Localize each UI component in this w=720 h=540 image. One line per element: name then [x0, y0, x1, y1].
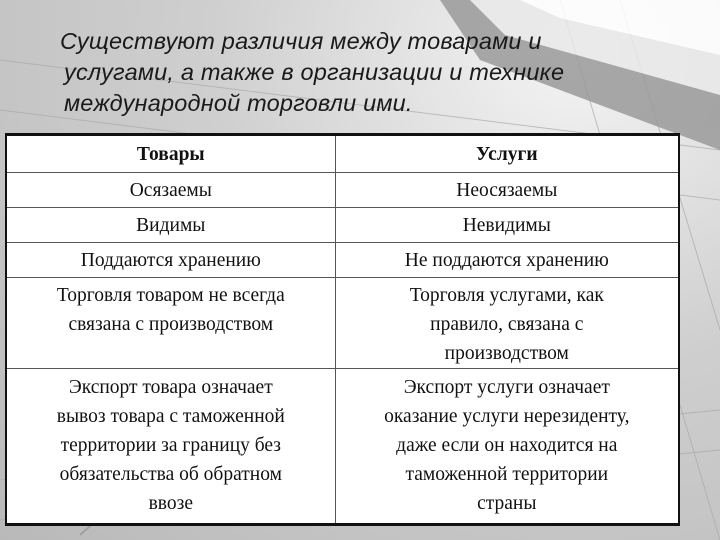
- cell-line: даже если он находится на: [396, 435, 618, 456]
- services-cell: [335, 208, 679, 243]
- column-header-goods: Товары: [6, 135, 335, 173]
- heading-line-2: услугами, а также в организации и технике: [64, 59, 565, 85]
- services-cell: [335, 369, 679, 525]
- table-row: [6, 173, 679, 208]
- goods-cell: [6, 173, 335, 208]
- cell-line: территории за границу без: [60, 435, 282, 456]
- column-header-services: Услуги: [475, 143, 538, 165]
- cell-line: Торговля товаром не всегда: [56, 285, 285, 306]
- cell-line: Поддаются хранению: [80, 249, 261, 271]
- table-row: [6, 243, 679, 278]
- goods-cell: [6, 243, 335, 278]
- goods-cell: [6, 369, 335, 525]
- cell-line: Неосязаемы: [456, 179, 558, 201]
- cell-line: таможенной территории: [405, 464, 609, 485]
- cell-line: обязательства об обратном: [59, 464, 282, 485]
- table-row: [6, 369, 679, 525]
- heading-line-3: международной торговли ими.: [64, 90, 413, 116]
- cell-line: Экспорт услуги означает: [403, 377, 610, 398]
- table-header-row: [6, 135, 679, 173]
- cell-line: связана с производством: [68, 314, 274, 335]
- slide-heading: [60, 26, 700, 119]
- goods-cell: [6, 278, 335, 369]
- cell-line: правило, связана с: [430, 314, 584, 335]
- cell-line: Невидимы: [462, 214, 551, 236]
- cell-line: Экспорт товара означает: [68, 377, 273, 398]
- goods-vs-services-table: [5, 133, 680, 526]
- services-cell: [335, 243, 679, 278]
- services-cell: [335, 173, 679, 208]
- heading-line-1: Существуют различия между товарами и: [60, 28, 542, 54]
- services-cell: [335, 278, 679, 369]
- cell-line: оказание услуги нерезиденту,: [384, 406, 630, 427]
- table-row: [6, 278, 679, 369]
- cell-line: Видимы: [136, 214, 206, 236]
- cell-line: страны: [477, 493, 537, 514]
- cell-line: Осязаемы: [129, 179, 212, 201]
- table-row: [6, 208, 679, 243]
- cell-line: вывоз товара с таможенной: [56, 406, 285, 427]
- cell-line: Торговля услугами, как: [409, 285, 604, 306]
- cell-line: производством: [444, 343, 569, 364]
- cell-line: ввозе: [148, 493, 193, 514]
- cell-line: Не поддаются хранению: [404, 249, 609, 271]
- goods-cell: [6, 208, 335, 243]
